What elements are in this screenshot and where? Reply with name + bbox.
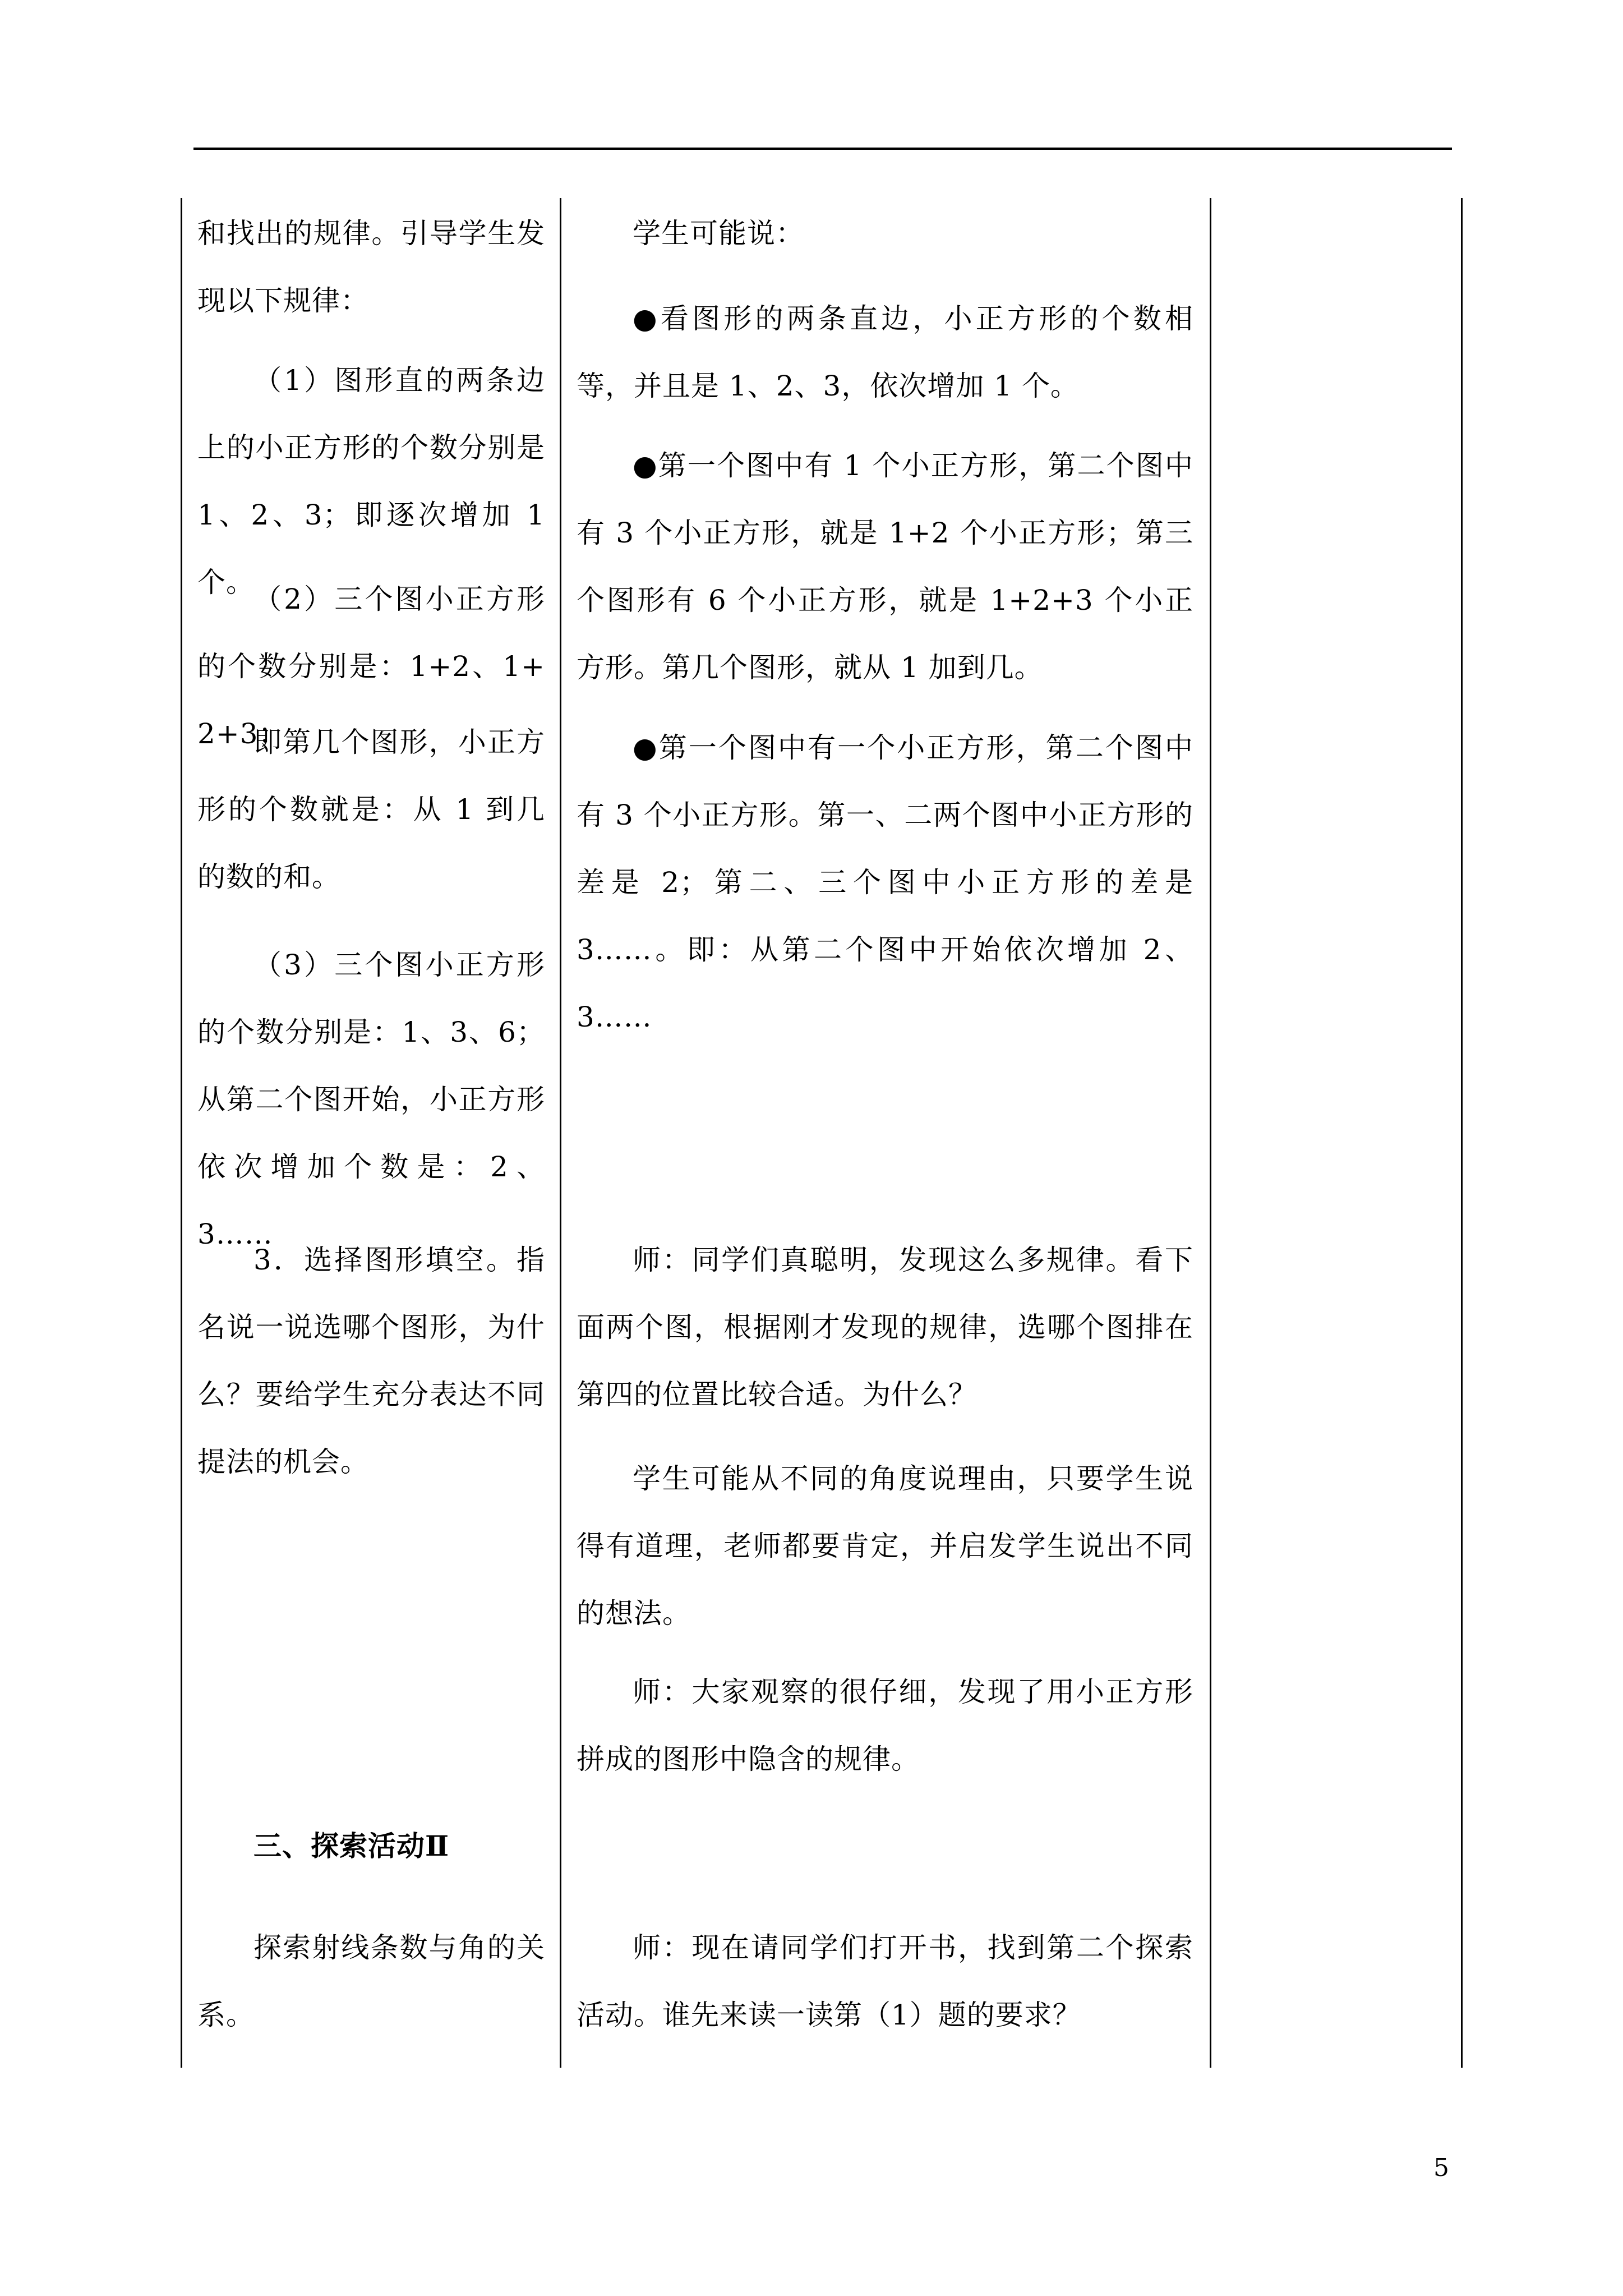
left-paragraph-1: 和找出的规律。引导学生发现以下规律： [197, 217, 545, 317]
middle-paragraph-3: ●第一个图中有 1 个小正方形，第二个图中有 3 个小正方形，就是 1+2 个小正方形；第三个图形有 6 个小正方形，就是 1+2+3 个小正方形。第几个图形，就从 1 加到几。 [577, 449, 1193, 684]
left-paragraph-2: （1）图形直的两条边上的小正方形的个数分别是1、2、3；即逐次增加 1 个。 [197, 364, 545, 599]
middle-paragraph-2: ●看图形的两条直边，小正方形的个数相等，并且是 1、2、3，依次增加 1 个。 [577, 302, 1193, 402]
left-paragraph-5: （3）三个图小正方形的个数分别是：1、3、6；从第二个图开始，小正方形依次增加个数是：2、3…… [197, 949, 545, 1250]
left-paragraph-8: 探索射线条数与角的关系。 [197, 1931, 545, 2031]
middle-paragraph-8: 师：现在请同学们打开书，找到第二个探索活动。谁先来读一读第（1）题的要求？ [577, 1931, 1193, 2031]
notes-column [1227, 198, 1445, 2068]
middle-paragraph-7: 师：大家观察的很仔细，发现了用小正方形拼成的图形中隐含的规律。 [577, 1676, 1193, 1775]
table-border-right [1461, 198, 1463, 2068]
table-border-divider-1 [560, 198, 561, 2068]
left-paragraph-3: （2）三个图小正方形的个数分别是：1+2、1+2+3； [197, 583, 545, 750]
left-paragraph-4: 即第几个图形，小正方形的个数就是：从 1 到几的数的和。 [197, 726, 545, 893]
middle-paragraph-4: ●第一个图中有一个小正方形，第二个图中有 3 个小正方形。第一、二两个图中小正方形的差是 2；第二、三个图中小正方形的差是 3……。即：从第二个图中开始依次增加 2、3…… [577, 731, 1193, 1033]
middle-paragraph-6: 学生可能从不同的角度说理由，只要学生说得有道理，老师都要肯定，并启发学生说出不同的想法。 [577, 1462, 1193, 1630]
table-border-left [181, 198, 182, 2068]
section-heading: 三、探索活动Ⅱ [253, 1829, 450, 1862]
page-number: 5 [1433, 2154, 1449, 2182]
table-border-divider-2 [1210, 198, 1211, 2068]
middle-paragraph-1: 学生可能说： [633, 217, 804, 250]
header-rule [193, 148, 1452, 150]
teacher-activity-column [197, 198, 545, 2068]
left-paragraph-6: 3．选择图形填空。指名说一说选哪个图形，为什么？要给学生充分表达不同提法的机会。 [197, 1244, 545, 1478]
middle-paragraph-5: 师：同学们真聪明，发现这么多规律。看下面两个图，根据刚才发现的规律，选哪个图排在第四的位置比较合适。为什么？ [577, 1244, 1193, 1411]
student-activity-column [577, 198, 1193, 2068]
